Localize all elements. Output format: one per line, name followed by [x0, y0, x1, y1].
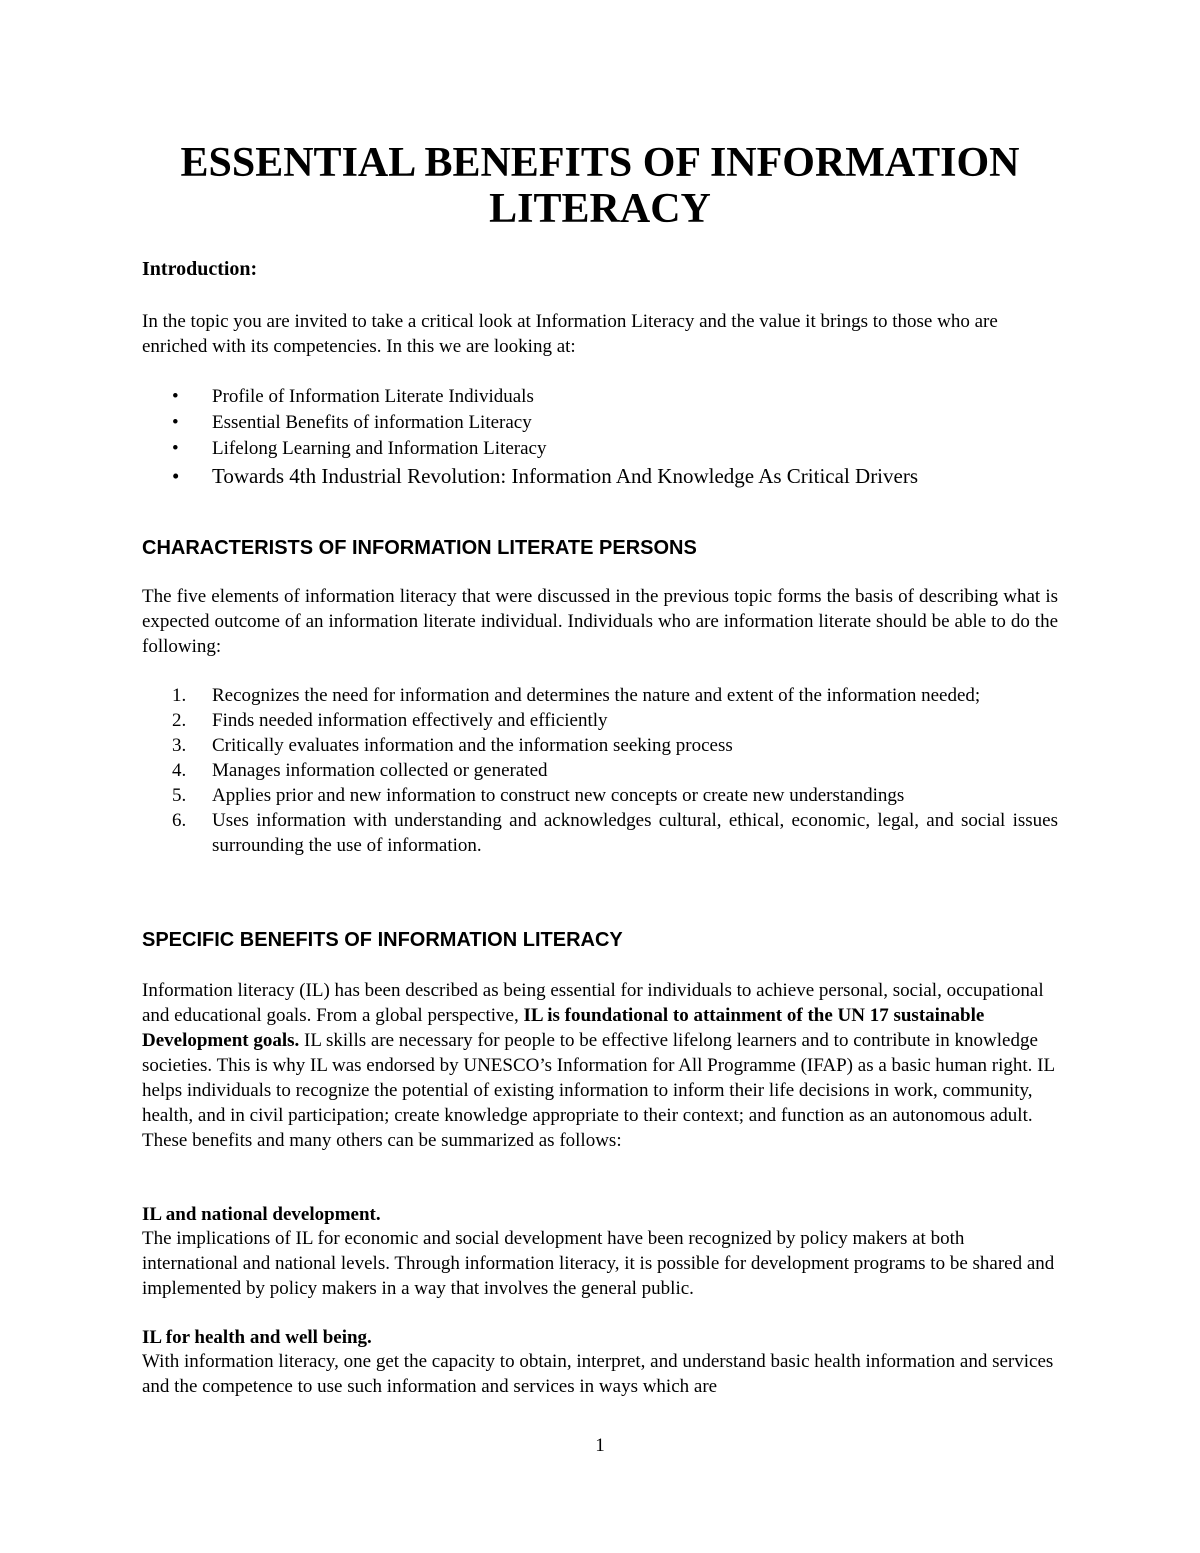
- list-text: Recognizes the need for information and determines the nature and extent of the information needed;: [212, 685, 981, 706]
- list-number: 1.: [172, 685, 187, 706]
- topic-bullet-list: [142, 384, 918, 488]
- characteristics-paragraph: The five elements of information literacy that were discussed in the previous topic forms the basis of describing what is expected outcome of an information literate individual. Individuals who are information literate should be able to do the following:: [142, 586, 1058, 657]
- bullet-item: • Essential Benefits of information Literacy: [142, 410, 918, 436]
- list-number: 5.: [172, 785, 187, 806]
- paragraph-text: Information literacy (IL) has been described as being essential for individuals to achieve personal, social, occupational and educational goals. From a global perspective,: [142, 980, 1044, 1026]
- list-item: [142, 808, 1058, 858]
- list-text: Applies prior and new information to construct new concepts or create new understandings: [212, 785, 905, 806]
- list-number: 6.: [172, 810, 187, 831]
- title-line-2: LITERACY: [489, 186, 711, 232]
- bullet-item: • Lifelong Learning and Information Literacy: [142, 436, 918, 462]
- list-item: [142, 708, 1058, 733]
- paragraph-bold-text: IL is foundational to attainment of the UN 17 sustainable Development goals.: [142, 1005, 985, 1051]
- list-item: [142, 783, 1058, 808]
- health-heading: IL for health and well being.: [142, 1327, 372, 1348]
- list-item: [142, 733, 1058, 758]
- introduction-heading: Introduction:: [142, 258, 258, 280]
- list-text: Manages information collected or generated: [212, 760, 548, 781]
- list-number: 4.: [172, 760, 187, 781]
- specific-benefits-paragraph: [142, 978, 1058, 1153]
- list-number: 3.: [172, 735, 187, 756]
- list-text: Critically evaluates information and the information seeking process: [212, 735, 733, 756]
- paragraph-text: IL skills are necessary for people to be effective lifelong learners and to contribute in knowledge societies. This is why IL was endorsed by UNESCO’s Information for All Programme (IFAP) as a basic human right. IL helps individuals to recognize the potential of existing information to inform their life decisions in work, community, health, and in civil participation; create knowledge appropriate to their context; and function as an autonomous adult. These benefits and many others can be summarized as follows:: [142, 1030, 1055, 1151]
- list-text: Uses information with understanding and acknowledges cultural, ethical, economic, legal, and social issues surrounding the use of information.: [212, 810, 1058, 856]
- title-line-1: ESSENTIAL BENEFITS OF INFORMATION: [180, 140, 1020, 186]
- national-development-paragraph: The implications of IL for economic and social development have been recognized by policy makers at both international and national levels. Through information literacy, it is possible for development programs to be shared and implemented by policy makers in a way that involves the general public.: [142, 1228, 1055, 1299]
- specific-benefits-heading: SPECIFIC BENEFITS OF INFORMATION LITERACY: [142, 929, 623, 951]
- bullet-item: • Profile of Information Literate Individuals: [142, 384, 918, 410]
- bullet-item: • Towards 4th Industrial Revolution: Information And Knowledge As Critical Drivers: [142, 462, 918, 488]
- introduction-paragraph: In the topic you are invited to take a critical look at Information Literacy and the value it brings to those who are enriched with its competencies. In this we are looking at:: [142, 311, 998, 357]
- health-paragraph: With information literacy, one get the capacity to obtain, interpret, and understand basic health information and services and the competence to use such information and services in ways which are: [142, 1351, 1054, 1397]
- characteristics-list: [142, 683, 1058, 858]
- list-number: 2.: [172, 710, 187, 731]
- list-item: [142, 758, 1058, 783]
- national-development-heading: IL and national development.: [142, 1204, 381, 1225]
- list-text: Finds needed information effectively and efficiently: [212, 710, 608, 731]
- page-number: 1: [595, 1435, 605, 1456]
- document-title: [100, 140, 1100, 232]
- list-item: [142, 683, 1058, 708]
- characteristics-heading: CHARACTERISTS OF INFORMATION LITERATE PERSONS: [142, 537, 697, 559]
